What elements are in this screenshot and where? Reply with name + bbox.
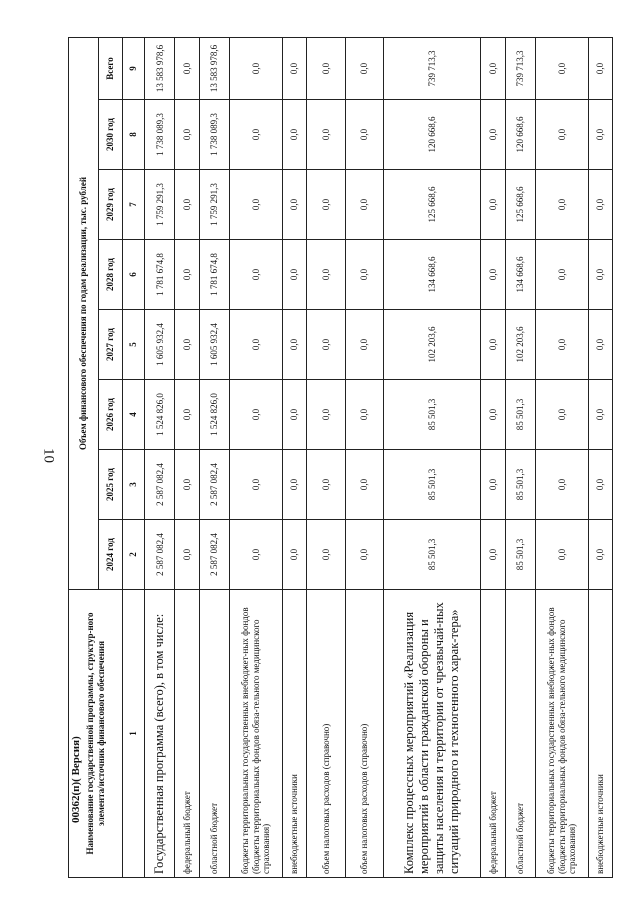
value-cell: 0,0 bbox=[282, 240, 306, 310]
value-cell: 0,0 bbox=[345, 520, 383, 590]
value-cell: 1 605 932,4 bbox=[199, 310, 229, 380]
value-cell: 0,0 bbox=[345, 380, 383, 450]
value-cell: 0,0 bbox=[282, 100, 306, 170]
value-cell: 0,0 bbox=[175, 37, 199, 99]
header-group-cell: Объем финансового обеспечения по годам реализации, тыс. рублей bbox=[69, 37, 99, 589]
value-cell: 0,0 bbox=[175, 310, 199, 380]
row-name-cell: федеральный бюджет bbox=[175, 590, 199, 878]
value-cell: 85 501,3 bbox=[383, 380, 480, 450]
value-cell: 0,0 bbox=[230, 520, 283, 590]
column-number-cell: 4 bbox=[123, 380, 145, 450]
table-row bbox=[588, 37, 612, 877]
year-header-cell: 2028 год bbox=[99, 240, 123, 310]
value-cell: 1 759 291,3 bbox=[145, 170, 175, 240]
page-number: 10 bbox=[40, 448, 57, 463]
value-cell: 125 668,6 bbox=[505, 170, 535, 240]
row-name-cell: областной бюджет bbox=[199, 590, 229, 878]
value-cell: 0,0 bbox=[535, 37, 588, 99]
value-cell: 0,0 bbox=[282, 37, 306, 99]
value-cell: 0,0 bbox=[345, 37, 383, 99]
column-number-cell: 3 bbox=[123, 450, 145, 520]
value-cell: 1 738 089,3 bbox=[145, 100, 175, 170]
value-cell: 0,0 bbox=[588, 100, 612, 170]
value-cell: 13 583 978,6 bbox=[145, 37, 175, 99]
value-cell: 0,0 bbox=[588, 450, 612, 520]
year-header-cell: 2029 год bbox=[99, 170, 123, 240]
row-name-cell: Государственная программа (всего), в том числе: bbox=[145, 590, 175, 878]
row-name-cell: объем налоговых расходов (справочно) bbox=[307, 590, 345, 878]
value-cell: 2 587 082,4 bbox=[199, 450, 229, 520]
value-cell: 2 587 082,4 bbox=[145, 450, 175, 520]
header-name-cell: Наименование государственной программы, структур-ного элемента/источник финансового обеспечения bbox=[69, 590, 123, 878]
value-cell: 0,0 bbox=[230, 310, 283, 380]
value-cell: 0,0 bbox=[307, 100, 345, 170]
value-cell: 0,0 bbox=[345, 100, 383, 170]
value-cell: 0,0 bbox=[481, 170, 505, 240]
value-cell: 0,0 bbox=[282, 520, 306, 590]
row-name-cell: Комплекс процессных мероприятий «Реализация мероприятий в области гражданской обороны и защиты населения и территории от чрезвычай-ных ситуаций природного и техногенного харак-тера» bbox=[383, 590, 480, 878]
table-row bbox=[230, 37, 283, 877]
column-number-cell: 1 bbox=[123, 590, 145, 878]
column-numbers-row bbox=[123, 37, 145, 877]
value-cell: 0,0 bbox=[282, 380, 306, 450]
value-cell: 2 587 082,4 bbox=[199, 520, 229, 590]
column-number-cell: 5 bbox=[123, 310, 145, 380]
value-cell: 85 501,3 bbox=[505, 380, 535, 450]
value-cell: 0,0 bbox=[175, 450, 199, 520]
value-cell: 0,0 bbox=[175, 170, 199, 240]
value-cell: 85 501,3 bbox=[383, 450, 480, 520]
value-cell: 0,0 bbox=[307, 310, 345, 380]
value-cell: 0,0 bbox=[588, 310, 612, 380]
column-number-cell: 9 bbox=[123, 37, 145, 99]
value-cell: 0,0 bbox=[588, 240, 612, 310]
value-cell: 0,0 bbox=[481, 450, 505, 520]
header-row-1 bbox=[69, 37, 99, 877]
year-header-cell: 2027 год bbox=[99, 310, 123, 380]
value-cell: 739 713,3 bbox=[505, 37, 535, 99]
row-name-cell: объем налоговых расходов (справочно) bbox=[345, 590, 383, 878]
value-cell: 0,0 bbox=[282, 450, 306, 520]
value-cell: 1 605 932,4 bbox=[145, 310, 175, 380]
financing-table bbox=[68, 37, 613, 878]
value-cell: 120 668,6 bbox=[383, 100, 480, 170]
row-name-cell: федеральный бюджет bbox=[481, 590, 505, 878]
table-row bbox=[145, 37, 175, 877]
value-cell: 0,0 bbox=[481, 310, 505, 380]
value-cell: 120 668,6 bbox=[505, 100, 535, 170]
table-row bbox=[505, 37, 535, 877]
table-row bbox=[481, 37, 505, 877]
value-cell: 0,0 bbox=[535, 450, 588, 520]
value-cell: 0,0 bbox=[535, 380, 588, 450]
value-cell: 0,0 bbox=[230, 450, 283, 520]
value-cell: 0,0 bbox=[481, 520, 505, 590]
value-cell: 0,0 bbox=[588, 520, 612, 590]
row-name-cell: бюджеты территориальных государственных внебюджет-ных фондов (бюджеты территориальных фондов обяза-тельного медицинского страхования) bbox=[535, 590, 588, 878]
value-cell: 85 501,3 bbox=[505, 450, 535, 520]
value-cell: 0,0 bbox=[282, 170, 306, 240]
document-version-code: 00362(п)( Версия) bbox=[70, 736, 82, 823]
value-cell: 0,0 bbox=[307, 380, 345, 450]
column-number-cell: 2 bbox=[123, 520, 145, 590]
value-cell: 0,0 bbox=[175, 520, 199, 590]
value-cell: 1 759 291,3 bbox=[199, 170, 229, 240]
value-cell: 0,0 bbox=[307, 37, 345, 99]
value-cell: 134 668,6 bbox=[383, 240, 480, 310]
value-cell: 739 713,3 bbox=[383, 37, 480, 99]
value-cell: 0,0 bbox=[307, 240, 345, 310]
value-cell: 1 781 674,8 bbox=[145, 240, 175, 310]
value-cell: 0,0 bbox=[230, 240, 283, 310]
table-row bbox=[199, 37, 229, 877]
value-cell: 0,0 bbox=[481, 37, 505, 99]
table-row bbox=[175, 37, 199, 877]
row-name-cell: областной бюджет bbox=[505, 590, 535, 878]
value-cell: 0,0 bbox=[230, 170, 283, 240]
value-cell: 2 587 082,4 bbox=[145, 520, 175, 590]
value-cell: 0,0 bbox=[230, 380, 283, 450]
value-cell: 0,0 bbox=[588, 37, 612, 99]
value-cell: 1 781 674,8 bbox=[199, 240, 229, 310]
table-row bbox=[282, 37, 306, 877]
value-cell: 0,0 bbox=[535, 520, 588, 590]
table-row bbox=[307, 37, 345, 877]
value-cell: 1 524 826,0 bbox=[199, 380, 229, 450]
rotated-table-container bbox=[68, 38, 613, 878]
value-cell: 85 501,3 bbox=[383, 520, 480, 590]
value-cell: 0,0 bbox=[535, 170, 588, 240]
value-cell: 0,0 bbox=[535, 310, 588, 380]
value-cell: 0,0 bbox=[481, 240, 505, 310]
value-cell: 125 668,6 bbox=[383, 170, 480, 240]
table-row bbox=[345, 37, 383, 877]
value-cell: 0,0 bbox=[345, 450, 383, 520]
value-cell: 0,0 bbox=[588, 170, 612, 240]
year-header-cell: 2030 год bbox=[99, 100, 123, 170]
value-cell: 1 524 826,0 bbox=[145, 380, 175, 450]
value-cell: 0,0 bbox=[345, 240, 383, 310]
year-header-cell: 2024 год bbox=[99, 520, 123, 590]
column-number-cell: 7 bbox=[123, 170, 145, 240]
value-cell: 0,0 bbox=[282, 310, 306, 380]
value-cell: 0,0 bbox=[175, 100, 199, 170]
value-cell: 0,0 bbox=[230, 37, 283, 99]
value-cell: 134 668,6 bbox=[505, 240, 535, 310]
value-cell: 0,0 bbox=[230, 100, 283, 170]
year-header-cell: 2026 год bbox=[99, 380, 123, 450]
value-cell: 0,0 bbox=[307, 450, 345, 520]
value-cell: 0,0 bbox=[307, 520, 345, 590]
value-cell: 0,0 bbox=[175, 240, 199, 310]
table-row bbox=[383, 37, 480, 877]
value-cell: 0,0 bbox=[345, 310, 383, 380]
table-row bbox=[535, 37, 588, 877]
row-name-cell: внебюджетные источники bbox=[588, 590, 612, 878]
value-cell: 1 738 089,3 bbox=[199, 100, 229, 170]
value-cell: 0,0 bbox=[535, 240, 588, 310]
column-number-cell: 8 bbox=[123, 100, 145, 170]
value-cell: 102 203,6 bbox=[383, 310, 480, 380]
value-cell: 13 583 978,6 bbox=[199, 37, 229, 99]
row-name-cell: внебюджетные источники bbox=[282, 590, 306, 878]
value-cell: 0,0 bbox=[175, 380, 199, 450]
year-header-cell: Всего bbox=[99, 37, 123, 99]
value-cell: 0,0 bbox=[481, 380, 505, 450]
value-cell: 0,0 bbox=[345, 170, 383, 240]
value-cell: 102 203,6 bbox=[505, 310, 535, 380]
row-name-cell: бюджеты территориальных государственных внебюджет-ных фондов (бюджеты территориальных фондов обяза-тельного медицинского страхования) bbox=[230, 590, 283, 878]
year-header-cell: 2025 год bbox=[99, 450, 123, 520]
value-cell: 0,0 bbox=[588, 380, 612, 450]
value-cell: 0,0 bbox=[307, 170, 345, 240]
value-cell: 0,0 bbox=[481, 100, 505, 170]
value-cell: 85 501,3 bbox=[505, 520, 535, 590]
value-cell: 0,0 bbox=[535, 100, 588, 170]
column-number-cell: 6 bbox=[123, 240, 145, 310]
